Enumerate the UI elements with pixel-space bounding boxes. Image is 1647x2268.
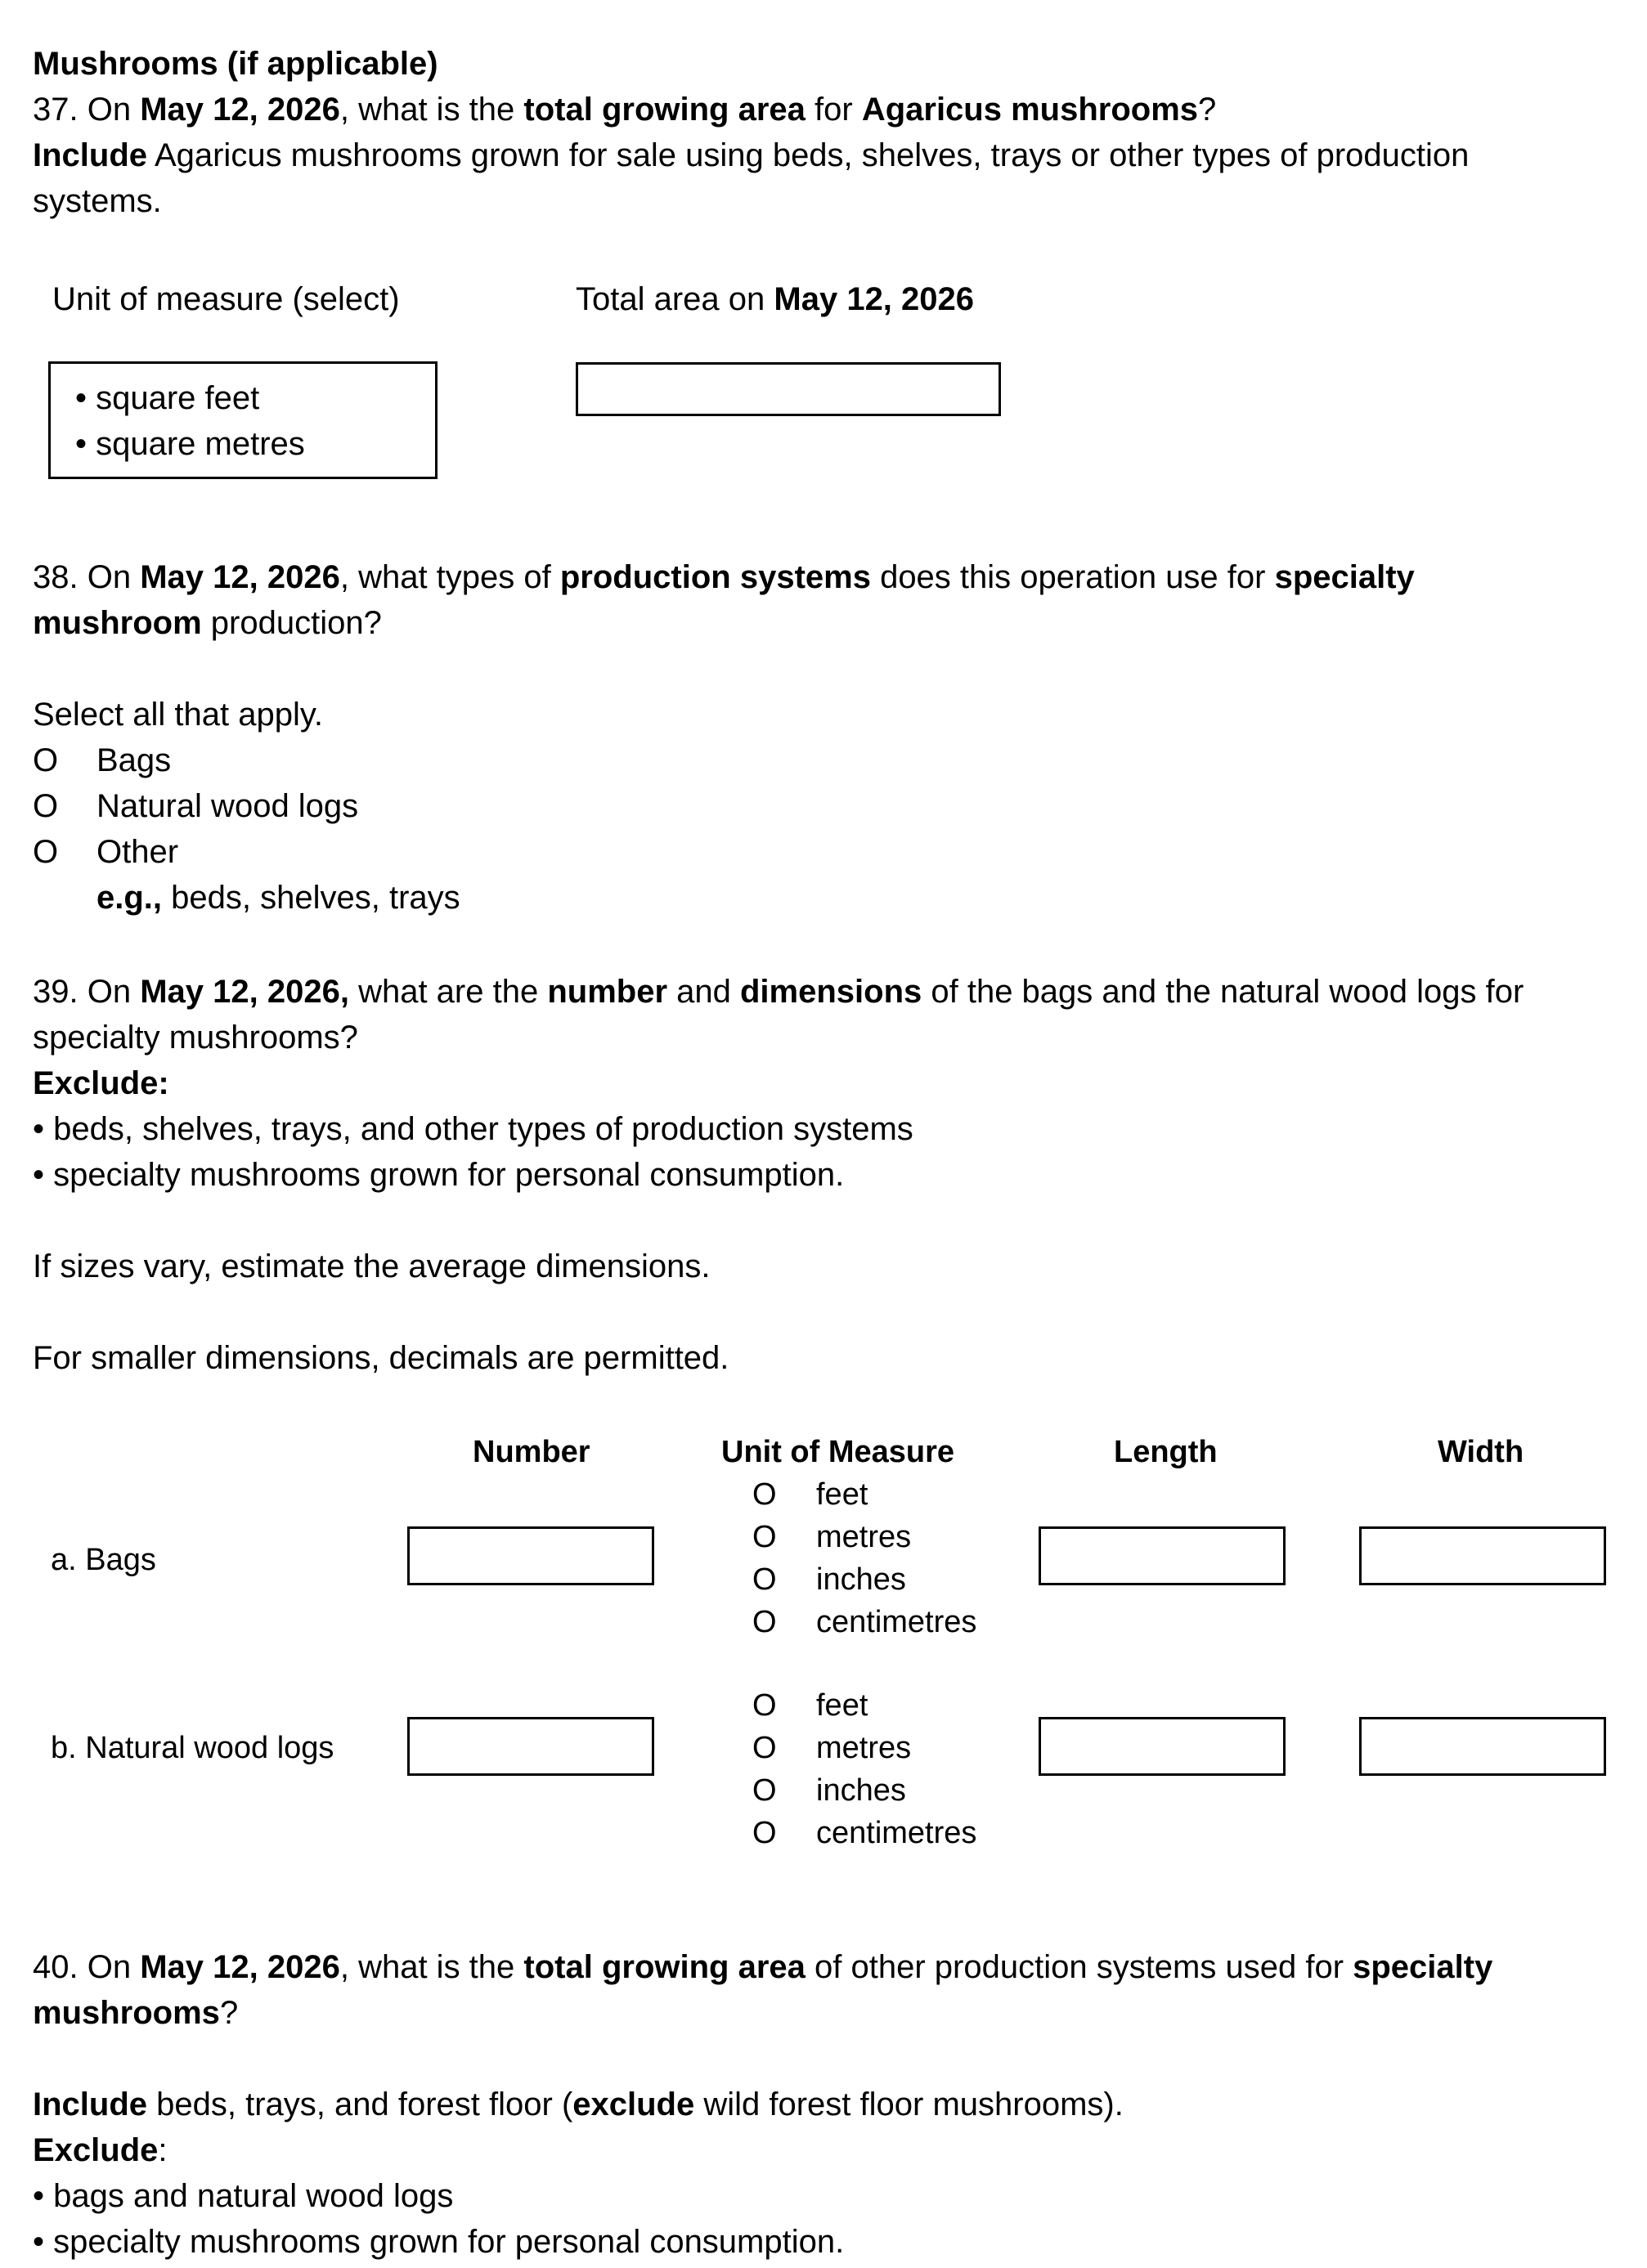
q39-t: of the bags and the natural wood logs for: [922, 974, 1524, 1010]
q39-logs-unit-centimetres[interactable]: [752, 1812, 976, 1854]
q39-row-bags-label: a. Bags: [51, 1543, 156, 1577]
unit-label: metres: [816, 1520, 912, 1554]
q39-bags-unit-feet[interactable]: [752, 1473, 976, 1516]
q40-include: [33, 2082, 1619, 2127]
q39-t: 39. On: [33, 974, 141, 1010]
q39-note-2: For smaller dimensions, decimals are permitted.: [33, 1340, 729, 1376]
q40-exclude-1: • bags and natural wood logs: [33, 2178, 454, 2214]
q39-header-number: Number: [473, 1435, 590, 1469]
q37-text-line1: [33, 87, 1619, 132]
q38-option-label: Other: [96, 834, 179, 870]
q39-logs-unit-feet[interactable]: [752, 1684, 976, 1727]
q39-bags-number-input[interactable]: [407, 1526, 654, 1585]
unit-label: centimetres: [816, 1605, 977, 1639]
q38-select-all: Select all that apply.: [33, 697, 324, 733]
q40-t: , what is the: [339, 1949, 524, 1985]
q39-header-width: Width: [1438, 1435, 1524, 1469]
q39-logs-unit-inches[interactable]: [752, 1769, 976, 1812]
q39-exclude-2: • specialty mushrooms grown for personal consumption.: [33, 1157, 845, 1193]
q39-block: [33, 969, 1619, 1381]
radio-circle-icon[interactable]: O: [752, 1562, 777, 1597]
q37-unit-option-sqft[interactable]: • square feet: [75, 380, 260, 416]
q37-unit-select[interactable]: [48, 361, 438, 479]
q38-option-logs[interactable]: [33, 783, 1619, 829]
q37-total-area-input[interactable]: [576, 362, 1001, 416]
q38-option-label: Bags: [96, 742, 172, 778]
q40-exclude-word: exclude: [572, 2086, 695, 2122]
q37-t: for: [805, 92, 862, 128]
radio-circle-icon[interactable]: O: [33, 788, 59, 824]
q39-logs-number-input[interactable]: [407, 1717, 654, 1776]
q39-bags-unit-radios: [752, 1473, 976, 1643]
q37-emph: total growing area: [523, 92, 806, 128]
q39-bags-unit-inches[interactable]: [752, 1558, 976, 1601]
q38-text-line1: [33, 554, 1619, 600]
unit-label: inches: [816, 1773, 906, 1808]
q40-emph: specialty: [1353, 1949, 1493, 1985]
q37-t: Agaricus mushrooms grown for sale using beds, shelves, trays or other types of production: [147, 137, 1470, 173]
q38-t: , what types of: [339, 559, 560, 595]
q39-exclude: Exclude:: [33, 1065, 169, 1101]
q39-logs-width-input[interactable]: [1359, 1717, 1606, 1776]
q38-t: does this operation use for: [870, 559, 1275, 595]
q37-date: May 12, 2026: [140, 92, 340, 128]
q38-text-line2: [33, 600, 1619, 646]
q40-exclude: [33, 2127, 1619, 2173]
radio-circle-icon[interactable]: O: [752, 1688, 777, 1723]
radio-circle-icon[interactable]: O: [752, 1605, 777, 1639]
q37-emph: Agaricus mushrooms: [861, 92, 1199, 128]
q40-t: of other production systems used for: [805, 1949, 1353, 1985]
q39-text-line1: [33, 969, 1619, 1015]
q38-emph: specialty: [1274, 559, 1415, 595]
q38-date: May 12, 2026: [140, 559, 340, 595]
radio-circle-icon[interactable]: O: [752, 1520, 777, 1554]
q37-unit-option-sqm[interactable]: • square metres: [75, 426, 305, 462]
q37-area-label: [576, 276, 974, 322]
q40-t: 40. On: [33, 1949, 141, 1985]
q39-date: May 12, 2026,: [140, 974, 349, 1010]
section-title: Mushrooms (if applicable): [33, 46, 438, 82]
q39-bags-width-input[interactable]: [1359, 1526, 1606, 1585]
q39-bags-length-input[interactable]: [1039, 1526, 1286, 1585]
radio-circle-icon[interactable]: O: [752, 1773, 777, 1808]
q38-block: [33, 554, 1619, 921]
page: [33, 41, 1619, 224]
q40-exclude-label: Exclude: [33, 2132, 159, 2168]
radio-circle-icon[interactable]: O: [752, 1816, 777, 1850]
unit-label: feet: [816, 1688, 868, 1723]
q37-area-label-text: Total area on: [576, 281, 774, 317]
q40-t: beds, trays, and forest floor (: [147, 2086, 573, 2122]
q37-include: Include: [33, 137, 148, 173]
q40-emph: total growing area: [523, 1949, 806, 1985]
q37-t: 37. On: [33, 92, 141, 128]
q40-text-line2: [33, 1990, 1619, 2036]
unit-label: metres: [816, 1731, 912, 1765]
q38-emph: mushroom: [33, 605, 202, 641]
radio-circle-icon[interactable]: O: [33, 742, 59, 778]
q37-area-label-date: May 12, 2026: [774, 281, 975, 317]
q39-row-logs-label: b. Natural wood logs: [51, 1731, 334, 1765]
radio-circle-icon[interactable]: O: [33, 834, 59, 870]
q40-exclude-2: • specialty mushrooms grown for personal consumption.: [33, 2224, 845, 2260]
q38-emph: production systems: [559, 559, 871, 595]
unit-label: inches: [816, 1562, 906, 1597]
q38-option-label: Natural wood logs: [96, 788, 359, 824]
q39-note-1: If sizes vary, estimate the average dimensions.: [33, 1248, 711, 1284]
radio-circle-icon[interactable]: O: [752, 1477, 777, 1512]
q40-text-line1: [33, 1944, 1619, 1990]
q39-logs-length-input[interactable]: [1039, 1717, 1286, 1776]
radio-circle-icon[interactable]: O: [752, 1731, 777, 1765]
q39-text-line2: specialty mushrooms?: [33, 1020, 358, 1056]
q37-t: ?: [1198, 92, 1217, 128]
q37-text-line2: [33, 132, 1619, 178]
q39-header-length: Length: [1114, 1435, 1218, 1469]
q39-exclude-1: • beds, shelves, trays, and other types of production systems: [33, 1111, 913, 1147]
q39-logs-unit-radios: [752, 1684, 976, 1854]
q38-option-bags[interactable]: [33, 737, 1619, 783]
q39-t: and: [667, 974, 740, 1010]
q40-t: ?: [219, 1995, 239, 2031]
q38-eg-text: beds, shelves, trays: [162, 880, 460, 916]
q37-t: , what is the: [339, 92, 524, 128]
unit-label: feet: [816, 1477, 868, 1512]
q39-header-unit: Unit of Measure: [721, 1435, 955, 1469]
q40-include-word: Include: [33, 2086, 148, 2122]
q37-text-line3: systems.: [33, 183, 162, 219]
unit-label: centimetres: [816, 1816, 977, 1850]
q39-emph: number: [547, 974, 668, 1010]
q38-t: production?: [201, 605, 382, 641]
q38-other-example: [33, 875, 1619, 921]
q40-colon: :: [158, 2132, 168, 2168]
q39-bags-unit-centimetres[interactable]: [752, 1601, 976, 1643]
q38-option-other[interactable]: [33, 829, 1619, 875]
q39-emph: dimensions: [739, 974, 922, 1010]
q40-date: May 12, 2026: [140, 1949, 340, 1985]
q38-t: 38. On: [33, 559, 141, 595]
q39-bags-unit-metres[interactable]: [752, 1516, 976, 1558]
q40-emph: mushrooms: [33, 1995, 220, 2031]
q40-block: [33, 1944, 1619, 2265]
q40-t: wild forest floor mushrooms).: [694, 2086, 1124, 2122]
q39-logs-unit-metres[interactable]: [752, 1727, 976, 1769]
q37-unit-label: Unit of measure (select): [52, 281, 400, 317]
q38-eg: e.g.,: [96, 880, 163, 916]
q39-t: what are the: [348, 974, 548, 1010]
